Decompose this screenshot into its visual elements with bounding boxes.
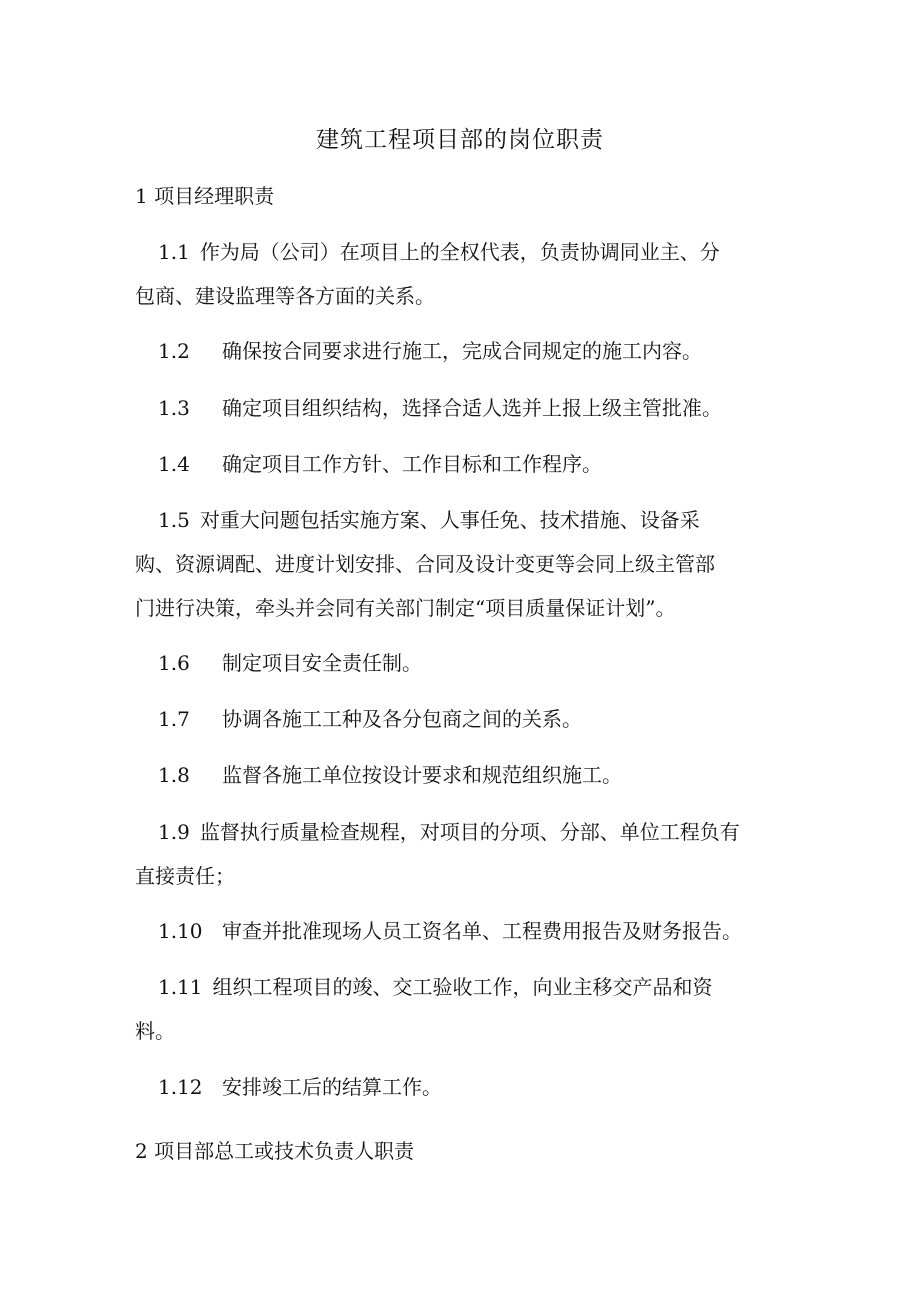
item-number: 1.8 [158,763,190,787]
item-text: 确定项目工作方针、工作目标和工作程序。 [222,452,602,476]
item-text: 安排竣工后的结算工作。 [222,1075,442,1099]
list-item-1-12 [158,1069,442,1105]
item-text: 对重大问题包括实施方案、人事任免、技术措施、设备采 [199,508,700,532]
list-item-1-6 [158,645,422,681]
item-text: 制定项目安全责任制。 [222,651,422,675]
list-item-1-2 [158,333,702,369]
section-heading-1: 1 项目经理职责 [135,184,275,208]
list-item-1-5 [158,502,700,538]
item-text: 确定项目组织结构，选择合适人选并上报上级主管批准。 [222,396,722,420]
item-number: 1.6 [158,651,190,675]
item-text: 监督执行质量检查规程，对项目的分项、分部、单位工程负有 [199,820,740,844]
item-number: 1.1 [158,240,190,264]
list-item-1-3 [158,390,722,426]
item-text: 协调各施工工种及各分包商之间的关系。 [222,707,582,731]
list-item-1-1 [158,234,720,270]
list-item-1-10 [158,913,742,949]
document-title: 建筑工程项目部的岗位职责 [316,127,604,153]
section-heading-2: 2 项目部总工或技术负责人职责 [135,1139,415,1163]
item-text: 审查并批准现场人员工资名单、工程费用报告及财务报告。 [222,919,742,943]
list-item-1-9-continuation: 直接责任； [135,864,235,888]
item-number: 1.11 [158,975,203,999]
list-item-1-11 [158,969,713,1005]
list-item-1-7 [158,701,582,737]
item-number: 1.5 [158,508,190,532]
item-number: 1.10 [158,919,203,943]
item-number: 1.12 [158,1075,203,1099]
item-number: 1.9 [158,820,190,844]
item-text: 作为局（公司）在项目上的全权代表，负责协调同业主、分 [199,240,720,264]
item-number: 1.4 [158,452,190,476]
list-item-1-5-continuation: 门进行决策，牵头并会同有关部门制定“项目质量保证计划”。 [135,596,676,620]
item-text: 组织工程项目的竣、交工验收工作，向业主移交产品和资 [212,975,713,999]
item-number: 1.7 [158,707,190,731]
list-item-1-1-continuation: 包商、建设监理等各方面的关系。 [135,284,435,308]
list-item-1-8 [158,757,622,793]
list-item-1-9 [158,814,740,850]
item-text: 确保按合同要求进行施工，完成合同规定的施工内容。 [222,339,702,363]
item-number: 1.3 [158,396,190,420]
list-item-1-4 [158,446,602,482]
item-text: 监督各施工单位按设计要求和规范组织施工。 [222,763,622,787]
list-item-1-5-continuation: 购、资源调配、进度计划安排、合同及设计变更等会同上级主管部 [135,552,715,576]
item-number: 1.2 [158,339,190,363]
list-item-1-11-continuation: 料。 [135,1019,175,1043]
